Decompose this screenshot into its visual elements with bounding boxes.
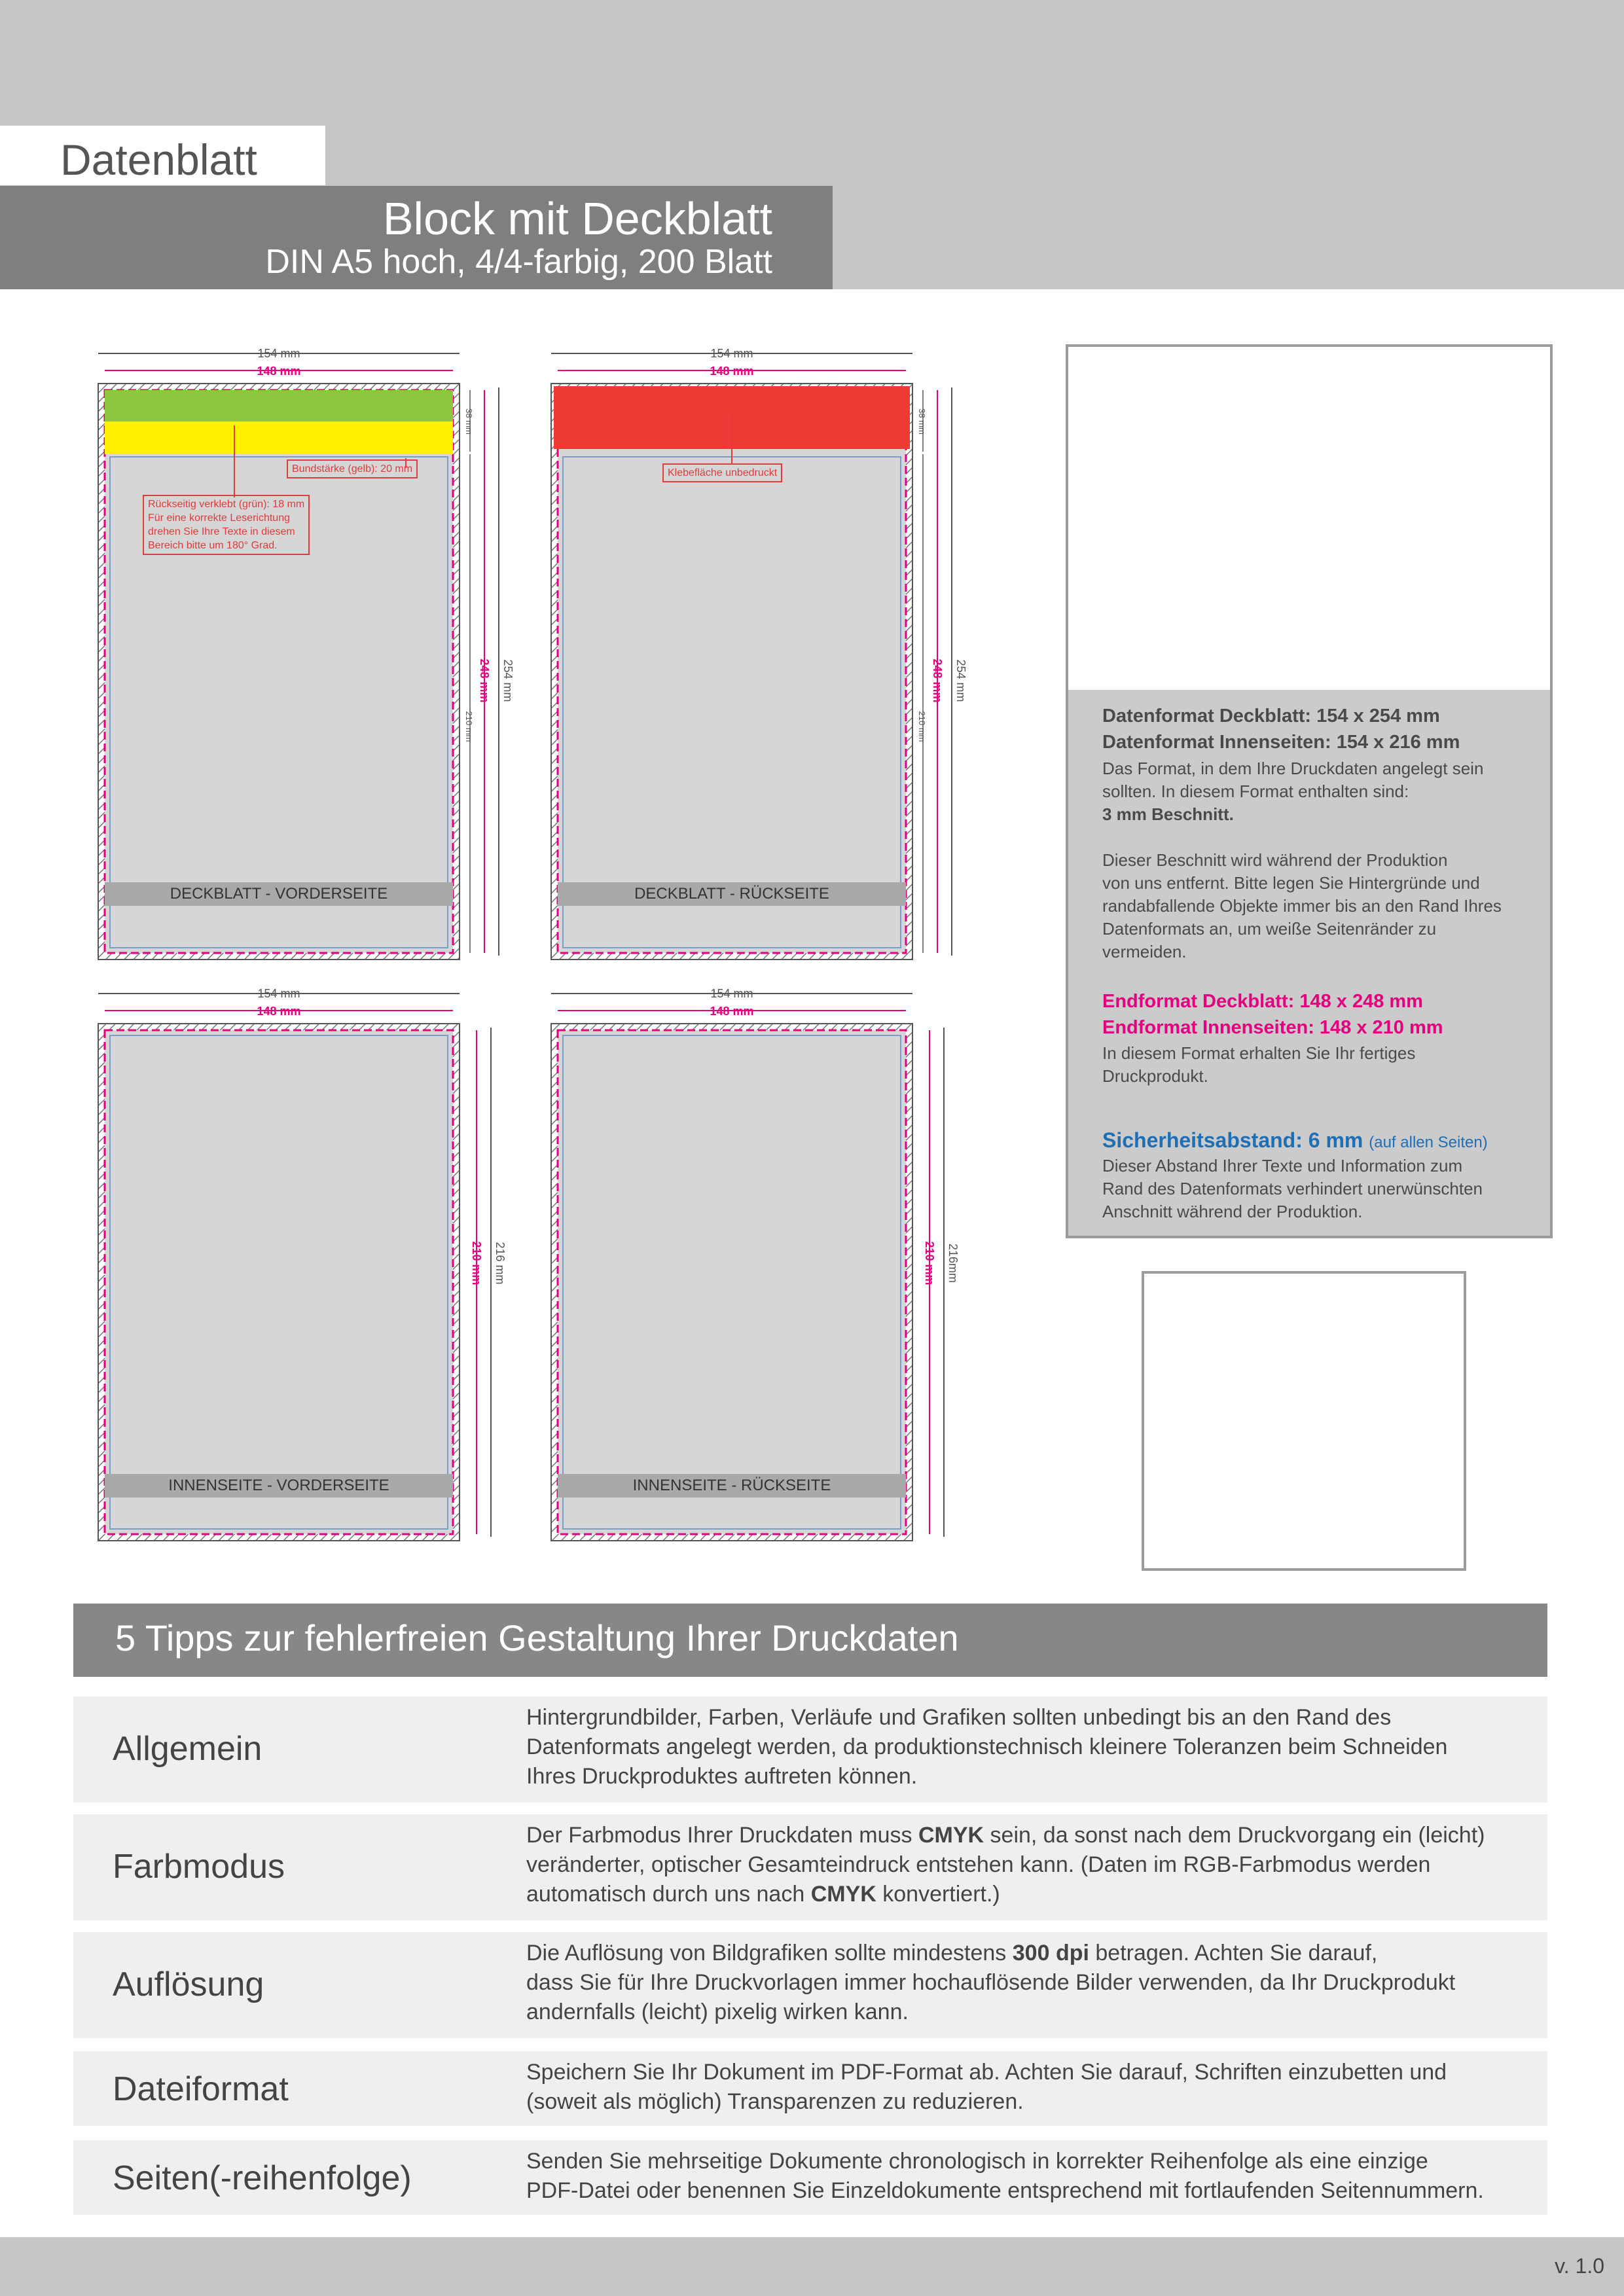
tip-title: Auflösung bbox=[113, 1965, 264, 2003]
dim-154-2: 154 mm bbox=[710, 347, 753, 360]
dim-254-1: 254 mm bbox=[501, 659, 514, 702]
product-subtitle: DIN A5 hoch, 4/4-farbig, 200 Blatt bbox=[265, 243, 772, 281]
note-klebeflaeche: Klebefläche unbedruckt bbox=[662, 463, 782, 482]
version-label: v. 1.0 bbox=[1555, 2254, 1604, 2278]
dim-248-1: 248 mm bbox=[478, 658, 491, 703]
diagram-innenseite-vorderseite bbox=[98, 994, 491, 1541]
tip-row-farbmodus bbox=[73, 1814, 1547, 1920]
dim-154-3: 154 mm bbox=[257, 987, 300, 1000]
dim-154-4: 154 mm bbox=[710, 987, 753, 1000]
product-title: Block mit Deckblatt bbox=[382, 193, 772, 244]
dim-210-2: 210 mm bbox=[917, 711, 927, 742]
tip-text: Speichern Sie Ihr Dokument im PDF-Format ab. Achten Sie darauf, Schriften einzubetten und (soweit als möglich) Transparenzen zu reduzieren. bbox=[526, 2060, 1447, 2114]
legend-beschnitt-text: Dieser Beschnitt wird während der Produktion von uns entfernt. Bitte legen Sie Hintergründe und randabfallende Objekte immer bis an den Rand Ihres Datenformats an, um weiße Seitenränder zu vermeiden. bbox=[1102, 850, 1502, 961]
legend-sicherheit-text: Dieser Abstand Ihrer Texte und Information zum Rand des Datenformats verhindert unerwünschten Anschnitt während der Produktion. bbox=[1102, 1156, 1483, 1221]
document-type-label: Datenblatt bbox=[60, 135, 257, 184]
dim-38-1: 38 mm bbox=[464, 408, 474, 435]
spine-illustration-frame bbox=[1142, 1271, 1466, 1571]
panel-label-inner-front: INNENSEITE - VORDERSEITE bbox=[168, 1477, 389, 1494]
dim-210-4: 210 mm bbox=[923, 1241, 936, 1285]
legend-datenformat-text: Das Format, in dem Ihre Druckdaten angelegt sein sollten. In diesem Format enthalten sind: 3 mm Beschnitt. bbox=[1102, 759, 1484, 824]
diagram-innenseite-rueckseite bbox=[551, 994, 944, 1541]
dim-248-2: 248 mm bbox=[931, 658, 944, 703]
legend-datenformat-2: Datenformat Innenseiten: 154 x 216 mm bbox=[1102, 732, 1460, 753]
tip-text: Die Auflösung von Bildgrafiken sollte mindestens 300 dpi betragen. Achten Sie darauf, dass Sie für Ihre Druckvorlagen immer hochauflösende Bilder verwenden, da Ihr Druckprodukt andernfalls (leicht) pixelig wirken kann. bbox=[526, 1941, 1456, 2024]
dim-148-1: 148 mm bbox=[257, 365, 301, 378]
tip-title: Dateiformat bbox=[113, 2070, 289, 2108]
tip-text: Senden Sie mehrseitige Dokumente chronologisch in korrekter Reihenfolge als eine einzige PDF-Datei oder benennen Sie Einzeldokumente entsprechend mit fortlaufenden Seitennummern. bbox=[526, 2149, 1484, 2203]
panel-label-inner-back: INNENSEITE - RÜCKSEITE bbox=[632, 1477, 831, 1494]
tips-heading: 5 Tipps zur fehlerfreien Gestaltung Ihrer Druckdaten bbox=[115, 1617, 959, 1659]
tip-text: Hintergrundbilder, Farben, Verläufe und Grafiken sollten unbedingt bis an den Rand des Datenformats angelegt werden, da produktionstechnisch kleinere Toleranzen beim Schneiden Ihres Druckproduktes auftreten können. bbox=[526, 1705, 1448, 1789]
legend-sicherheit-head: Sicherheitsabstand: 6 mm (auf allen Seiten) bbox=[1102, 1128, 1488, 1152]
legend-endformat-2: Endformat Innenseiten: 148 x 210 mm bbox=[1102, 1017, 1443, 1038]
yellow-spine-band bbox=[105, 422, 453, 454]
panel-label-deck-front: DECKBLATT - VORDERSEITE bbox=[170, 885, 388, 903]
tip-row-allgemein bbox=[73, 1696, 1547, 1803]
dim-38-2: 38 mm bbox=[917, 408, 927, 435]
panel-label-deck-back: DECKBLATT - RÜCKSEITE bbox=[634, 885, 829, 903]
green-glue-band bbox=[105, 390, 453, 422]
dim-148-2: 148 mm bbox=[710, 365, 754, 378]
tip-title: Allgemein bbox=[113, 1730, 262, 1768]
dim-254-2: 254 mm bbox=[954, 659, 967, 702]
dim-154-1: 154 mm bbox=[257, 347, 300, 360]
dim-216-2: 216mm bbox=[947, 1243, 960, 1283]
diagram-deckblatt-vorderseite bbox=[98, 353, 499, 960]
tip-text: Der Farbmodus Ihrer Druckdaten muss CMYK sein, da sonst nach dem Druckvorgang ein (leicht) veränderter, optischer Gesamteindruck entstehen kann. (Daten im RGB-Farbmodus werden automatisch durch uns nach CMYK konvertiert.) bbox=[526, 1823, 1485, 1907]
legend-endformat-text: In diesem Format erhalten Sie Ihr fertiges Druckprodukt. bbox=[1102, 1043, 1416, 1086]
tip-row-seitenreihenfolge bbox=[73, 2140, 1547, 2215]
tip-title: Farbmodus bbox=[113, 1848, 285, 1886]
footer-band bbox=[0, 2237, 1624, 2296]
dim-148-3: 148 mm bbox=[257, 1005, 301, 1018]
dim-210-1: 210 mm bbox=[464, 711, 474, 742]
note-bundstaerke: Bundstärke (gelb): 20 mm bbox=[287, 459, 418, 478]
tips-heading-bar bbox=[73, 1604, 1547, 1677]
tip-row-dateiformat bbox=[73, 2051, 1547, 2126]
note-rueckseitig: Rückseitig verklebt (grün): 18 mm Für eine korrekte Leserichtung drehen Sie Ihre Texte in diesem Bereich bitte um 180° Grad. bbox=[143, 495, 310, 555]
diagram-deckblatt-rueckseite bbox=[551, 353, 952, 960]
legend-endformat-1: Endformat Deckblatt: 148 x 248 mm bbox=[1102, 991, 1423, 1012]
legend-datenformat-1: Datenformat Deckblatt: 154 x 254 mm bbox=[1102, 706, 1440, 726]
dim-216-1: 216 mm bbox=[494, 1242, 507, 1285]
dim-148-4: 148 mm bbox=[710, 1005, 754, 1018]
dim-210-3: 210 mm bbox=[470, 1241, 483, 1285]
tip-row-aufloesung bbox=[73, 1932, 1547, 2038]
tip-title: Seiten(-reihenfolge) bbox=[113, 2159, 412, 2197]
